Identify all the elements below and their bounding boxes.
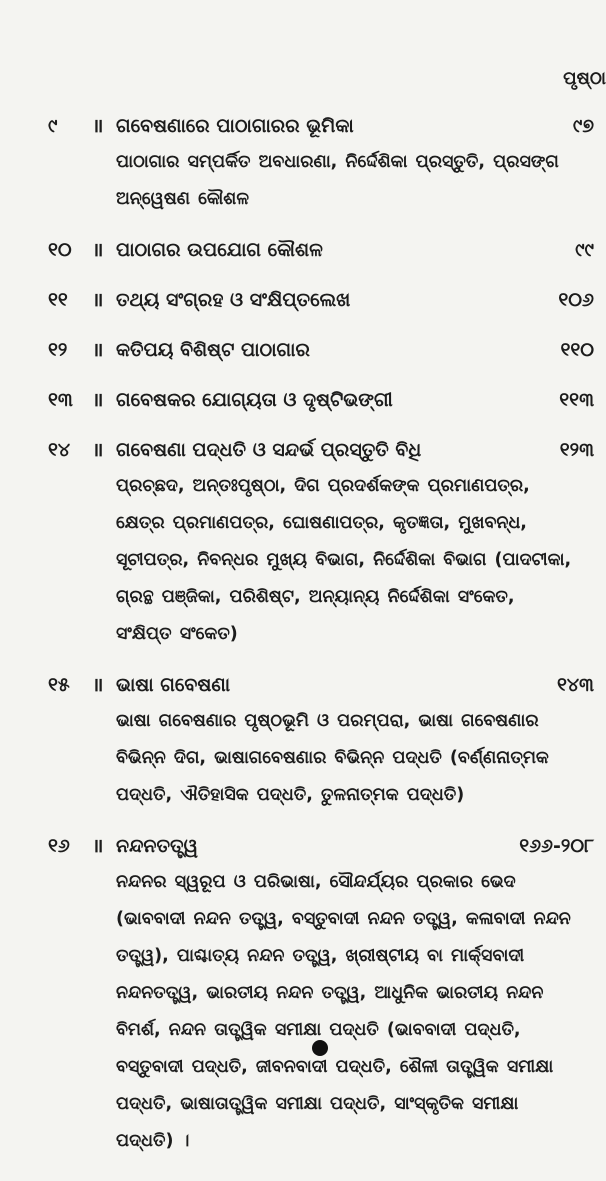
chapter-separator: ॥	[92, 835, 104, 857]
chapter-title: କତିପୟ ବିଶିଷ୍ଟ ପାଠାଗାର	[116, 339, 310, 361]
chapter-page-number: ୧୧୩	[559, 389, 594, 411]
chapter-title: ଗବେଷଣା ପଦ୍ଧତି ଓ ସନ୍ଦର୍ଭ ପ୍ରସ୍ତୁତି ବିଧି	[116, 439, 422, 461]
chapter-description: ପାଠାଗାର ସମ୍ପର୍କିତ ଅବଧାରଣା, ନିର୍ଦ୍ଦେଶିକା ପ୍ରସ୍ତୁତି, ପ୍ରସଙ୍ଗ ଅନ୍ୱେଷଣ କୌଶଳ	[116, 152, 559, 209]
page-column-label: ପୃଷ୍ଠା	[563, 68, 606, 89]
toc-entry-10	[0, 232, 600, 268]
chapter-number: ୧୬	[48, 835, 70, 857]
chapter-title: ତଥ୍ୟ ସଂଗ୍ରହ ଓ ସଂକ୍ଷିପ୍ତଲେଖ	[116, 289, 351, 311]
chapter-separator: ॥	[92, 439, 104, 461]
chapter-page-number: ୯୯	[575, 239, 594, 261]
chapter-number: ୯	[48, 115, 58, 137]
chapter-number: ୧୫	[48, 674, 70, 696]
chapter-title: ନନ୍ଦନତତ୍ତ୍ୱ	[116, 835, 198, 857]
toc-entry-12	[0, 332, 600, 368]
chapter-page-number: ୧୬୬-୨୦୮	[519, 835, 594, 857]
toc-entry-16	[0, 828, 600, 1160]
chapter-page-number: ୧୧୦	[560, 339, 594, 361]
chapter-description: ଭାଷା ଗବେଷଣାର ପୃଷ୍ଠଭୂମି ଓ ପରମ୍ପରା, ଭାଷା ଗବେଷଣାର ବିଭିନ୍ନ ଦିଗ, ଭାଷାଗବେଷଣାର ବିଭିନ୍ନ ପଦ୍ଧତି (ବର୍ଣ୍ଣନାତ୍ମକ ପଦ୍ଧତି, ଐତିହାସିକ ପଦ୍ଧତି, ତୁଳନାତ୍ମକ ପଦ୍ଧତି)	[116, 711, 549, 805]
chapter-number: ୧୪	[48, 439, 71, 461]
chapter-title: ଗବେଷଣାରେ ପାଠାଗାରର ଭୂମିକା	[116, 115, 354, 137]
chapter-separator: ॥	[92, 389, 104, 411]
chapter-title: ପାଠାଗର ଉପଯୋଗ କୌଶଳ	[116, 239, 323, 261]
toc-entry-14	[0, 432, 600, 653]
chapter-separator: ॥	[92, 339, 104, 361]
chapter-separator: ॥	[92, 674, 104, 696]
chapter-page-number: ୧୦୬	[558, 289, 594, 311]
toc-entry-9	[0, 108, 600, 218]
end-bullet-dot	[312, 1040, 328, 1056]
chapter-page-number: ୧୪୩	[556, 674, 594, 696]
toc-entry-13	[0, 382, 600, 418]
toc-entry-11	[0, 282, 600, 318]
chapter-title: ଭାଷା ଗବେଷଣା	[116, 674, 231, 696]
chapter-number: ୧୩	[48, 389, 73, 411]
chapter-description: ପ୍ରଚ୍ଛଦ, ଅନ୍ତଃପୃଷ୍ଠା, ଦିଗ ପ୍ରଦର୍ଶକଙ୍କ ପ୍ରମାଣପତ୍ର, କ୍ଷେତ୍ର ପ୍ରମାଣପତ୍ର, ଘୋଷଣାପତ୍ର, କୃତଜ୍ଞତା, ମୁଖବନ୍ଧ, ସୂଚୀପତ୍ର, ନିବନ୍ଧର ମୁଖ୍ୟ ବିଭାଗ, ନିର୍ଦ୍ଦେଶିକା ବିଭାଗ (ପାଦଟୀକା, ଗ୍ରନ୍ଥ ପଞ୍ଜିକା, ପରିଶିଷ୍ଟ, ଅନ୍ୟାନ୍ୟ ନିର୍ଦ୍ଦେଶିକା ସଂକେତ, ସଂକ୍ଷିପ୍ତ ସଂକେତ)	[116, 476, 572, 644]
chapter-number: ୧୧	[48, 289, 68, 311]
chapter-page-number: ୯୭	[572, 115, 594, 137]
table-of-contents	[0, 108, 600, 1174]
toc-entry-15	[0, 667, 600, 814]
chapter-separator: ॥	[92, 289, 104, 311]
chapter-separator: ॥	[92, 115, 104, 137]
chapter-separator: ॥	[92, 239, 104, 261]
chapter-title: ଗବେଷକର ଯୋଗ୍ୟତା ଓ ଦୃଷ୍ଟିଭଙ୍ଗୀ	[116, 389, 393, 411]
chapter-number: ୧୦	[48, 239, 72, 261]
chapter-page-number: ୧୨୩	[559, 439, 594, 461]
chapter-number: ୧୨	[48, 339, 68, 361]
chapter-description: ନନ୍ଦନର ସ୍ୱରୂପ ଓ ପରିଭାଷା, ସୌନ୍ଦର୍ଯ୍ୟର ପ୍ରକାର ଭେଦ (ଭାବବାଦୀ ନନ୍ଦନ ତତ୍ତ୍ୱ, ବସ୍ତୁବାଦୀ ନନ୍ଦନ ତତ୍ତ୍ୱ, କଳାବାଦୀ ନନ୍ଦନ ତତ୍ତ୍ୱ), ପାଶ୍ଚାତ୍ୟ ନନ୍ଦନ ତତ୍ତ୍ୱ, ଖ୍ରୀଷ୍ଟୀୟ ବା ମାର୍କ୍ସବାଦୀ ନନ୍ଦନତତ୍ତ୍ୱ, ଭାରତୀୟ ନନ୍ଦନ ତତ୍ତ୍ୱ, ଆଧୁନିକ ଭାରତୀୟ ନନ୍ଦନ ବିମର୍ଶ, ନନ୍ଦନ ତାତ୍ତ୍ୱିକ ସମୀକ୍ଷା ପଦ୍ଧତି (ଭାବବାଦୀ ପଦ୍ଧତି, ବସ୍ତୁବାଦୀ ପଦ୍ଧତି, ଜୀବନବାଦୀ ପଦ୍ଧତି, ଶୈଳୀ ତାତ୍ତ୍ୱିକ ସମୀକ୍ଷା ପଦ୍ଧତି, ଭାଷାତାତ୍ତ୍ୱିକ ସମୀକ୍ଷା ପଦ୍ଧତି, ସାଂସ୍କୃତିକ ସମୀକ୍ଷା ପଦ୍ଧତି) ।	[116, 872, 571, 1151]
